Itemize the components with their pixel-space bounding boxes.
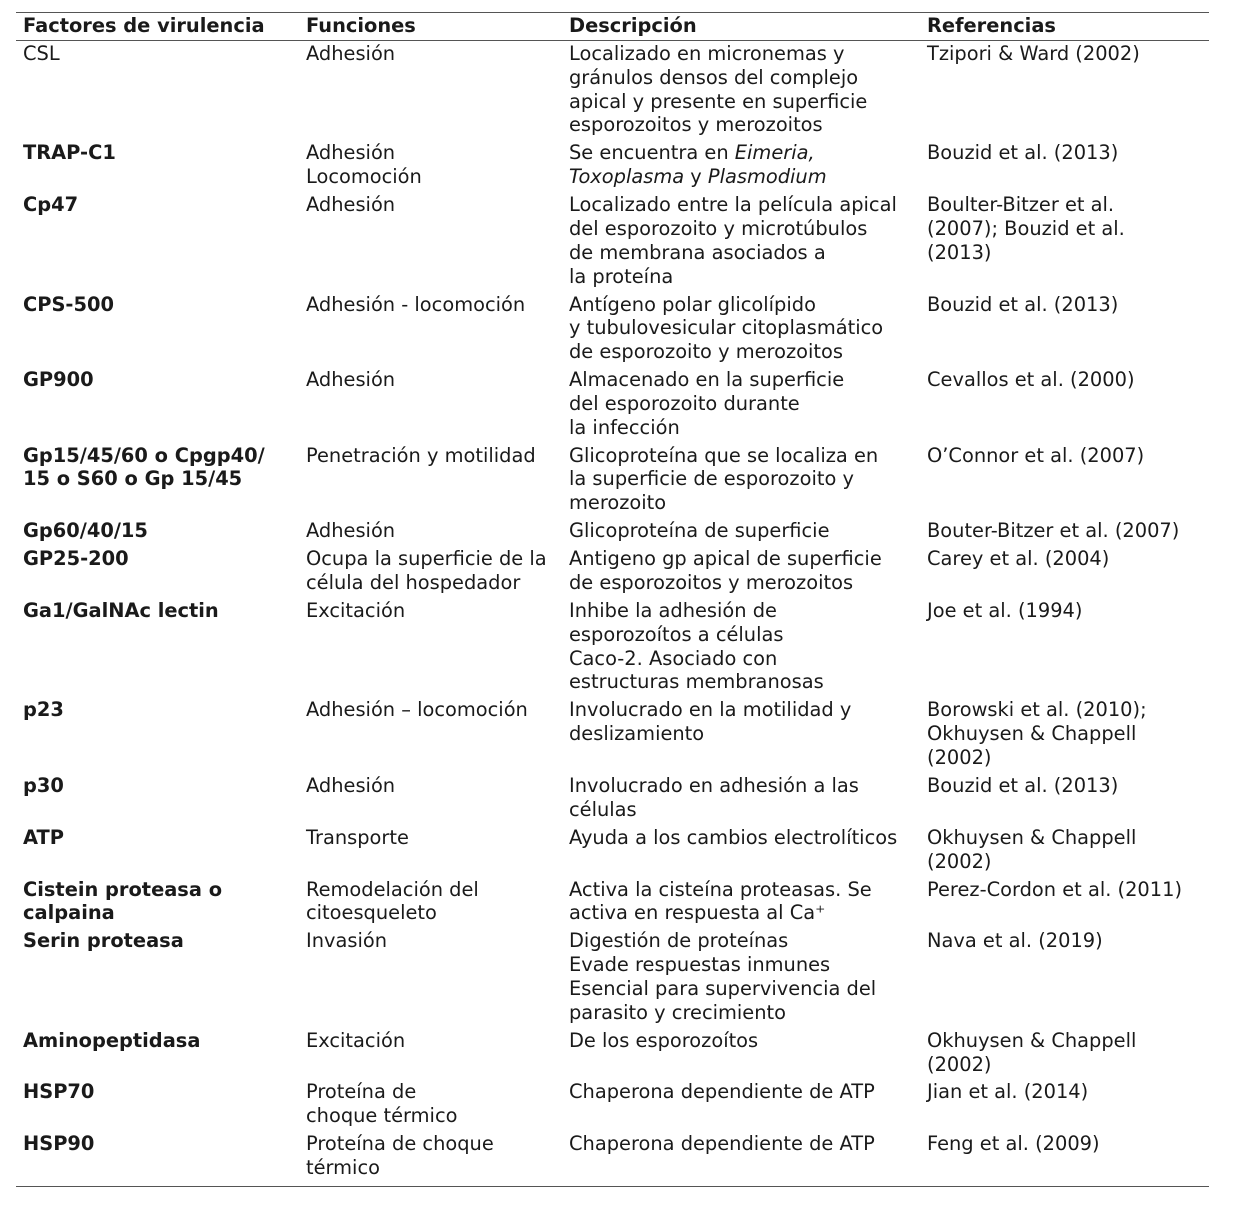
funciones-cell-line: Adhesión xyxy=(306,42,396,65)
factor-cell-line: Cp47 xyxy=(23,193,79,217)
referencias-cell-line: Carey et al. (2004) xyxy=(927,547,1110,571)
descripcion-cell xyxy=(562,368,920,444)
referencias-cell-line: (2002) xyxy=(927,746,992,769)
referencias-cell-line: Boulter-Bitzer et al. xyxy=(927,193,1115,217)
table-row xyxy=(16,599,1209,698)
descripcion-cell xyxy=(562,774,920,826)
table-header-row xyxy=(16,14,1209,40)
referencias-cell xyxy=(920,1132,1209,1184)
factor-cell xyxy=(16,929,299,1028)
factor-cell xyxy=(16,878,299,930)
funciones-cell xyxy=(299,878,562,930)
factor-cell xyxy=(16,826,299,878)
funciones-cell-line: choque térmico xyxy=(306,1104,458,1128)
funciones-cell xyxy=(299,444,562,520)
descripcion-cell-line: gránulos densos del complejo xyxy=(569,65,859,89)
funciones-cell-line: célula del hospedador xyxy=(306,571,521,595)
factor-cell-line: HSP90 xyxy=(23,1132,95,1156)
funciones-cell-line: Adhesión xyxy=(306,193,396,217)
descripcion-cell xyxy=(562,193,920,292)
referencias-cell-line: Bouzid et al. (2013) xyxy=(927,141,1119,165)
descripcion-cell xyxy=(562,1132,920,1184)
descripcion-cell-line: de esporozoito y merozoitos xyxy=(569,340,843,364)
descripcion-cell-line: de esporozoitos y merozoitos xyxy=(569,571,854,595)
factor-cell-line: CPS-500 xyxy=(23,292,114,316)
descripcion-cell-line: deslizamiento xyxy=(569,722,705,746)
funciones-cell-line: Invasión xyxy=(306,929,388,953)
factor-cell xyxy=(16,1029,299,1081)
descripcion-cell-line: esporozoítos a células xyxy=(569,622,784,646)
referencias-cell-line: Joe et al. (1994) xyxy=(927,599,1083,623)
factor-cell-line: Gp15/45/60 o Cpgp40/ xyxy=(23,443,265,467)
table-row xyxy=(16,141,1209,193)
referencias-cell-line: (2002) xyxy=(927,849,992,873)
table-row xyxy=(16,826,1209,878)
factor-cell xyxy=(16,444,299,520)
funciones-cell-line: Adhesión xyxy=(306,368,396,392)
descripcion-cell-line: merozoito xyxy=(569,491,667,515)
factor-cell-line: Gp60/40/15 xyxy=(23,519,148,543)
funciones-cell xyxy=(299,293,562,369)
funciones-cell-line: Adhesión xyxy=(306,519,396,543)
referencias-cell-line: Okhuysen & Chappell xyxy=(927,722,1137,746)
funciones-cell-line: Transporte xyxy=(306,825,409,849)
description-text-fragment: Se encuentra en xyxy=(569,141,735,165)
referencias-cell-line: Tzipori & Ward (2002) xyxy=(927,42,1140,65)
referencias-cell-line: (2013) xyxy=(927,240,992,264)
referencias-cell xyxy=(920,599,1209,698)
table-row xyxy=(16,1029,1209,1081)
funciones-cell-line: Adhesión - locomoción xyxy=(306,292,526,316)
header-funciones: Funciones xyxy=(306,14,416,37)
referencias-cell xyxy=(920,698,1209,774)
referencias-cell xyxy=(920,878,1209,930)
funciones-cell xyxy=(299,1029,562,1081)
factor-cell xyxy=(16,1132,299,1184)
factor-cell-line: GP900 xyxy=(23,368,94,392)
description-text-fragment: y xyxy=(684,165,708,189)
factor-cell xyxy=(16,698,299,774)
descripcion-cell xyxy=(562,519,920,547)
factor-cell-line: p30 xyxy=(23,773,64,797)
referencias-cell xyxy=(920,929,1209,1028)
factor-cell xyxy=(16,547,299,599)
descripcion-cell-line: activa en respuesta al Ca⁺ xyxy=(569,901,826,925)
descripcion-cell-line: de membrana asociados a xyxy=(569,240,826,264)
referencias-cell xyxy=(920,1080,1209,1132)
funciones-cell xyxy=(299,698,562,774)
referencias-cell-line: Bouzid et al. (2013) xyxy=(927,292,1119,316)
descripcion-cell xyxy=(562,826,920,878)
table-bottom-rule xyxy=(16,1186,1209,1187)
descripcion-cell xyxy=(562,698,920,774)
funciones-cell-line: citoesqueleto xyxy=(306,901,437,925)
descripcion-cell xyxy=(562,1080,920,1132)
referencias-cell xyxy=(920,193,1209,292)
factor-cell xyxy=(16,368,299,444)
referencias-cell-line: Perez-Cordon et al. (2011) xyxy=(927,877,1183,901)
factor-cell xyxy=(16,141,299,193)
referencias-cell-line: (2007); Bouzid et al. xyxy=(927,216,1125,240)
descripcion-cell xyxy=(562,40,920,141)
referencias-cell xyxy=(920,40,1209,141)
factor-cell-line: Aminopeptidasa xyxy=(23,1028,201,1052)
descripcion-cell-line: parasito y crecimiento xyxy=(569,1000,786,1024)
funciones-cell xyxy=(299,929,562,1028)
funciones-cell xyxy=(299,193,562,292)
descripcion-cell-line: Involucrado en adhesión a las xyxy=(569,773,859,797)
funciones-cell-line: Remodelación del xyxy=(306,877,479,901)
factor-cell-line: CSL xyxy=(23,42,60,65)
funciones-cell xyxy=(299,547,562,599)
factor-cell-line: ATP xyxy=(23,825,64,849)
referencias-cell-line: (2002) xyxy=(927,1052,992,1076)
funciones-cell xyxy=(299,519,562,547)
descripcion-cell-line: esporozoitos y merozoitos xyxy=(569,113,823,137)
table-row xyxy=(16,774,1209,826)
descripcion-cell-line: la superficie de esporozoito y xyxy=(569,467,854,491)
descripcion-cell-line: Localizado entre la película apical xyxy=(569,193,897,217)
referencias-cell xyxy=(920,547,1209,599)
descripcion-cell-line: Chaperona dependiente de ATP xyxy=(569,1132,875,1156)
descripcion-cell-line: Digestión de proteínas xyxy=(569,929,789,953)
header-factores: Factores de virulencia xyxy=(23,14,265,37)
referencias-cell-line: Okhuysen & Chappell xyxy=(927,1028,1137,1052)
descripcion-cell-line: Involucrado en la motilidad y xyxy=(569,698,852,722)
descripcion-cell-line: la proteína xyxy=(569,264,674,288)
factor-cell-line: calpaina xyxy=(23,901,115,925)
description-text-fragment: Toxoplasma xyxy=(569,165,685,189)
factor-cell-line: Serin proteasa xyxy=(23,929,184,953)
descripcion-cell xyxy=(562,878,920,930)
factor-cell xyxy=(16,519,299,547)
funciones-cell-line: Proteína de choque xyxy=(306,1132,494,1156)
table-row xyxy=(16,878,1209,930)
referencias-cell xyxy=(920,444,1209,520)
descripcion-cell-line: apical y presente en superficie xyxy=(569,89,868,113)
referencias-cell-line: O’Connor et al. (2007) xyxy=(927,443,1145,467)
funciones-cell xyxy=(299,141,562,193)
virulence-factors-table xyxy=(16,14,1209,1184)
referencias-cell-line: Feng et al. (2009) xyxy=(927,1132,1100,1156)
table-row xyxy=(16,698,1209,774)
descripcion-cell xyxy=(562,141,920,193)
factor-cell xyxy=(16,774,299,826)
descripcion-cell-line: y tubulovesicular citoplasmático xyxy=(569,316,884,340)
funciones-cell-line: Proteína de xyxy=(306,1080,417,1104)
descripcion-cell-line: Almacenado en la superficie xyxy=(569,368,845,392)
descripcion-cell-line: De los esporozoítos xyxy=(569,1028,759,1052)
descripcion-cell xyxy=(562,547,920,599)
funciones-cell xyxy=(299,1080,562,1132)
descripcion-cell-line xyxy=(569,165,920,189)
table-row xyxy=(16,193,1209,292)
descripcion-cell xyxy=(562,444,920,520)
referencias-cell xyxy=(920,519,1209,547)
table-row xyxy=(16,547,1209,599)
funciones-cell xyxy=(299,368,562,444)
descripcion-cell xyxy=(562,929,920,1028)
referencias-cell-line: Jian et al. (2014) xyxy=(927,1080,1089,1104)
factor-cell-line: TRAP-C1 xyxy=(23,141,116,165)
descripcion-cell xyxy=(562,599,920,698)
descripcion-cell-line: Chaperona dependiente de ATP xyxy=(569,1080,875,1104)
descripcion-cell-line: del esporozoito y microtúbulos xyxy=(569,216,868,240)
funciones-cell-line: Excitación xyxy=(306,1028,406,1052)
funciones-cell-line: Adhesión xyxy=(306,773,396,797)
description-text-fragment: Plasmodium xyxy=(707,165,827,189)
referencias-cell-line: Borowski et al. (2010); xyxy=(927,698,1147,722)
table-row xyxy=(16,293,1209,369)
factor-cell xyxy=(16,193,299,292)
funciones-cell-line: Locomoción xyxy=(306,165,422,189)
table-body xyxy=(16,40,1209,1184)
table-top-rule xyxy=(16,12,1209,13)
referencias-cell xyxy=(920,293,1209,369)
descripcion-cell-line: Ayuda a los cambios electrolíticos xyxy=(569,825,898,849)
funciones-cell-line: Penetración y motilidad xyxy=(306,443,536,467)
table-row xyxy=(16,519,1209,547)
funciones-cell-line: Excitación xyxy=(306,599,406,623)
referencias-cell xyxy=(920,774,1209,826)
table-row xyxy=(16,1080,1209,1132)
descripcion-cell-line: Esencial para supervivencia del xyxy=(569,976,877,1000)
descripcion-cell-line: Activa la cisteína proteasas. Se xyxy=(569,877,872,901)
referencias-cell-line: Bouter-Bitzer et al. (2007) xyxy=(927,519,1180,543)
factor-cell-line: p23 xyxy=(23,698,64,722)
funciones-cell xyxy=(299,599,562,698)
descripcion-cell-line: Caco-2. Asociado con xyxy=(569,646,778,670)
factor-cell xyxy=(16,599,299,698)
factor-cell-line: HSP70 xyxy=(23,1080,95,1104)
descripcion-cell-line: Localizado en micronemas y xyxy=(569,42,845,65)
referencias-cell-line: Bouzid et al. (2013) xyxy=(927,773,1119,797)
descripcion-cell-line: Antigeno gp apical de superficie xyxy=(569,547,882,571)
referencias-cell xyxy=(920,368,1209,444)
descripcion-cell-line xyxy=(569,141,920,165)
table-row xyxy=(16,444,1209,520)
descripcion-cell xyxy=(562,293,920,369)
factor-cell-line: 15 o S60 o Gp 15/45 xyxy=(23,467,243,491)
table-row xyxy=(16,1132,1209,1184)
referencias-cell xyxy=(920,1029,1209,1081)
descripcion-cell-line: Glicoproteína de superficie xyxy=(569,519,830,543)
descripcion-cell-line: la infección xyxy=(569,415,680,439)
table-row xyxy=(16,40,1209,141)
descripcion-cell-line: Evade respuestas inmunes xyxy=(569,953,831,977)
descripcion-cell-line: del esporozoito durante xyxy=(569,391,800,415)
funciones-cell-line: térmico xyxy=(306,1156,380,1180)
funciones-cell-line: Adhesión xyxy=(306,141,396,165)
factor-cell xyxy=(16,40,299,141)
descripcion-cell-line: Glicoproteína que se localiza en xyxy=(569,443,879,467)
referencias-cell xyxy=(920,141,1209,193)
factor-cell xyxy=(16,1080,299,1132)
funciones-cell-line: Adhesión – locomoción xyxy=(306,698,528,722)
descripcion-cell-line: Antígeno polar glicolípido xyxy=(569,292,816,316)
table-row xyxy=(16,929,1209,1028)
descripcion-cell xyxy=(562,1029,920,1081)
referencias-cell-line: Okhuysen & Chappell xyxy=(927,825,1137,849)
funciones-cell xyxy=(299,826,562,878)
header-descripcion: Descripción xyxy=(569,14,697,37)
factor-cell xyxy=(16,293,299,369)
header-referencias: Referencias xyxy=(927,14,1056,37)
description-text-fragment: Eimeria, xyxy=(734,141,815,165)
funciones-cell-line: Ocupa la superficie de la xyxy=(306,547,547,571)
funciones-cell xyxy=(299,40,562,141)
descripcion-cell-line: estructuras membranosas xyxy=(569,670,824,694)
factor-cell-line: Cistein proteasa o xyxy=(23,877,223,901)
funciones-cell xyxy=(299,1132,562,1184)
table-row xyxy=(16,368,1209,444)
factor-cell-line: Ga1/GalNAc lectin xyxy=(23,599,219,623)
descripcion-cell-line: células xyxy=(569,797,637,821)
referencias-cell-line: Cevallos et al. (2000) xyxy=(927,368,1135,392)
funciones-cell xyxy=(299,774,562,826)
factor-cell-line: GP25-200 xyxy=(23,547,129,571)
referencias-cell xyxy=(920,826,1209,878)
referencias-cell-line: Nava et al. (2019) xyxy=(927,929,1103,953)
descripcion-cell-line: Inhibe la adhesión de xyxy=(569,599,777,623)
